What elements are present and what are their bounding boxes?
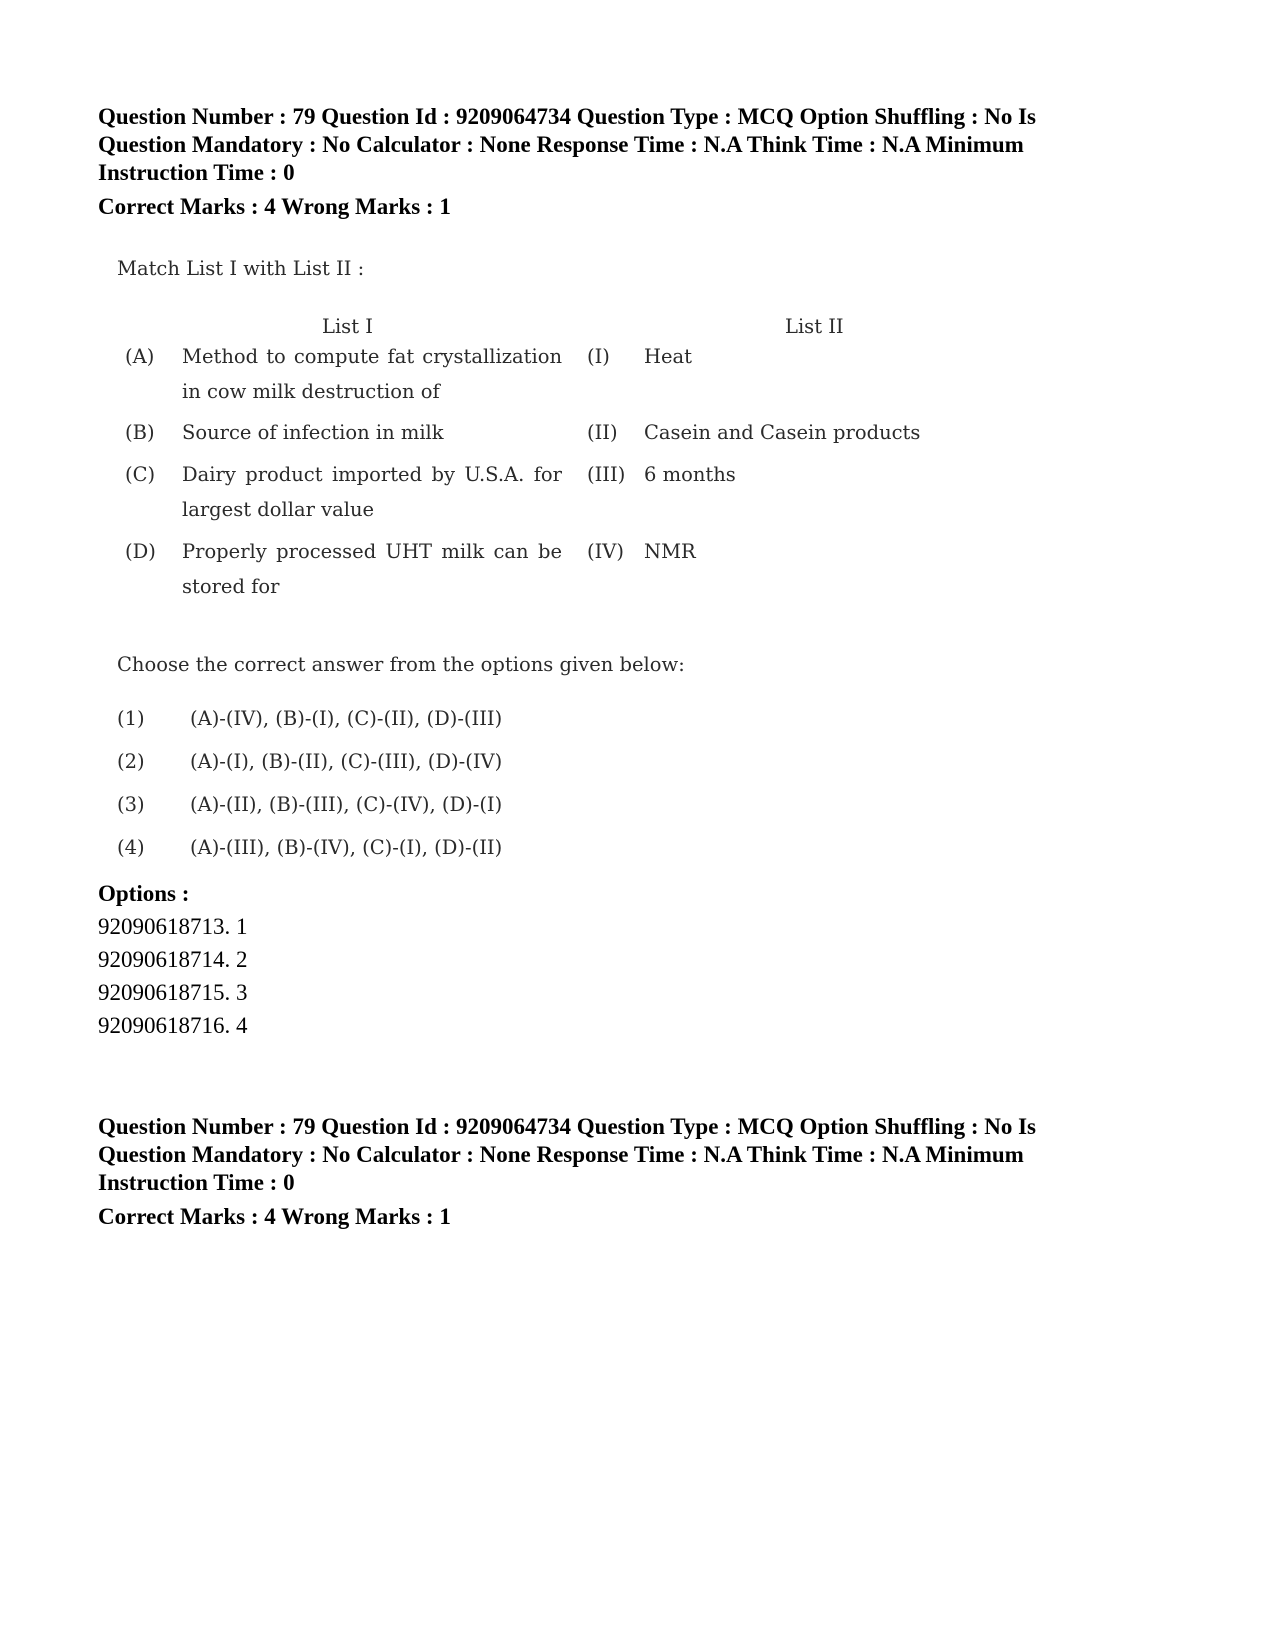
marks-line: Correct Marks : 4 Wrong Marks : 1 (98, 1204, 451, 1229)
list-1-header: List I (322, 315, 373, 338)
list-1-text: Properly processed UHT milk can be stored for (182, 540, 562, 598)
list-2-text: 6 months (644, 463, 736, 486)
meta-line-3: Instruction Time : 0 (98, 160, 295, 185)
question-meta-top (98, 103, 1188, 221)
answer-number: (4) (117, 836, 145, 859)
list-2-label: (IV) (587, 540, 625, 563)
list-2-label: (II) (587, 421, 618, 444)
answer-number: (3) (117, 793, 145, 816)
option-item: 92090618714. 2 (98, 947, 248, 972)
list-1-label: (C) (125, 463, 156, 486)
answer-text: (A)-(IV), (B)-(I), (C)-(II), (D)-(III) (190, 707, 503, 730)
list-1-label: (A) (125, 345, 155, 368)
choose-instruction: Choose the correct answer from the options given below: (117, 653, 685, 676)
marks-line: Correct Marks : 4 Wrong Marks : 1 (98, 194, 451, 219)
answer-text: (A)-(III), (B)-(IV), (C)-(I), (D)-(II) (190, 836, 503, 859)
list-2-header: List II (785, 315, 844, 338)
meta-line-1: Question Number : 79 Question Id : 9209064734 Question Type : MCQ Option Shuffling : No Is (98, 104, 1037, 129)
option-item: 92090618713. 1 (98, 914, 248, 939)
list-2-label: (III) (587, 463, 626, 486)
meta-line-2: Question Mandatory : No Calculator : None Response Time : N.A Think Time : N.A Minimum (98, 1142, 1024, 1167)
question-meta-bottom (98, 1113, 1188, 1231)
list-1-text: Dairy product imported by U.S.A. for largest dollar value (182, 463, 562, 521)
option-item: 92090618715. 3 (98, 980, 248, 1005)
answer-text: (A)-(II), (B)-(III), (C)-(IV), (D)-(I) (190, 793, 503, 816)
list-2-label: (I) (587, 345, 610, 368)
meta-line-2: Question Mandatory : No Calculator : None Response Time : N.A Think Time : N.A Minimum (98, 132, 1024, 157)
meta-line-3: Instruction Time : 0 (98, 1170, 295, 1195)
option-item: 92090618716. 4 (98, 1013, 248, 1038)
list-2-text: Heat (644, 345, 693, 368)
list-1-label: (B) (125, 421, 155, 444)
list-1-text: Method to compute fat crystallization in cow milk destruction of (182, 345, 562, 403)
list-2-text: NMR (644, 540, 696, 563)
answer-number: (1) (117, 707, 145, 730)
meta-line-1: Question Number : 79 Question Id : 9209064734 Question Type : MCQ Option Shuffling : No Is (98, 1114, 1037, 1139)
options-section (98, 877, 248, 1042)
list-1-label: (D) (125, 540, 156, 563)
list-1-text: Source of infection in milk (182, 421, 444, 444)
list-2-text: Casein and Casein products (644, 421, 921, 444)
options-title: Options : (98, 881, 190, 906)
answer-number: (2) (117, 750, 145, 773)
answer-text: (A)-(I), (B)-(II), (C)-(III), (D)-(IV) (190, 750, 503, 773)
question-intro: Match List I with List II : (117, 257, 365, 280)
